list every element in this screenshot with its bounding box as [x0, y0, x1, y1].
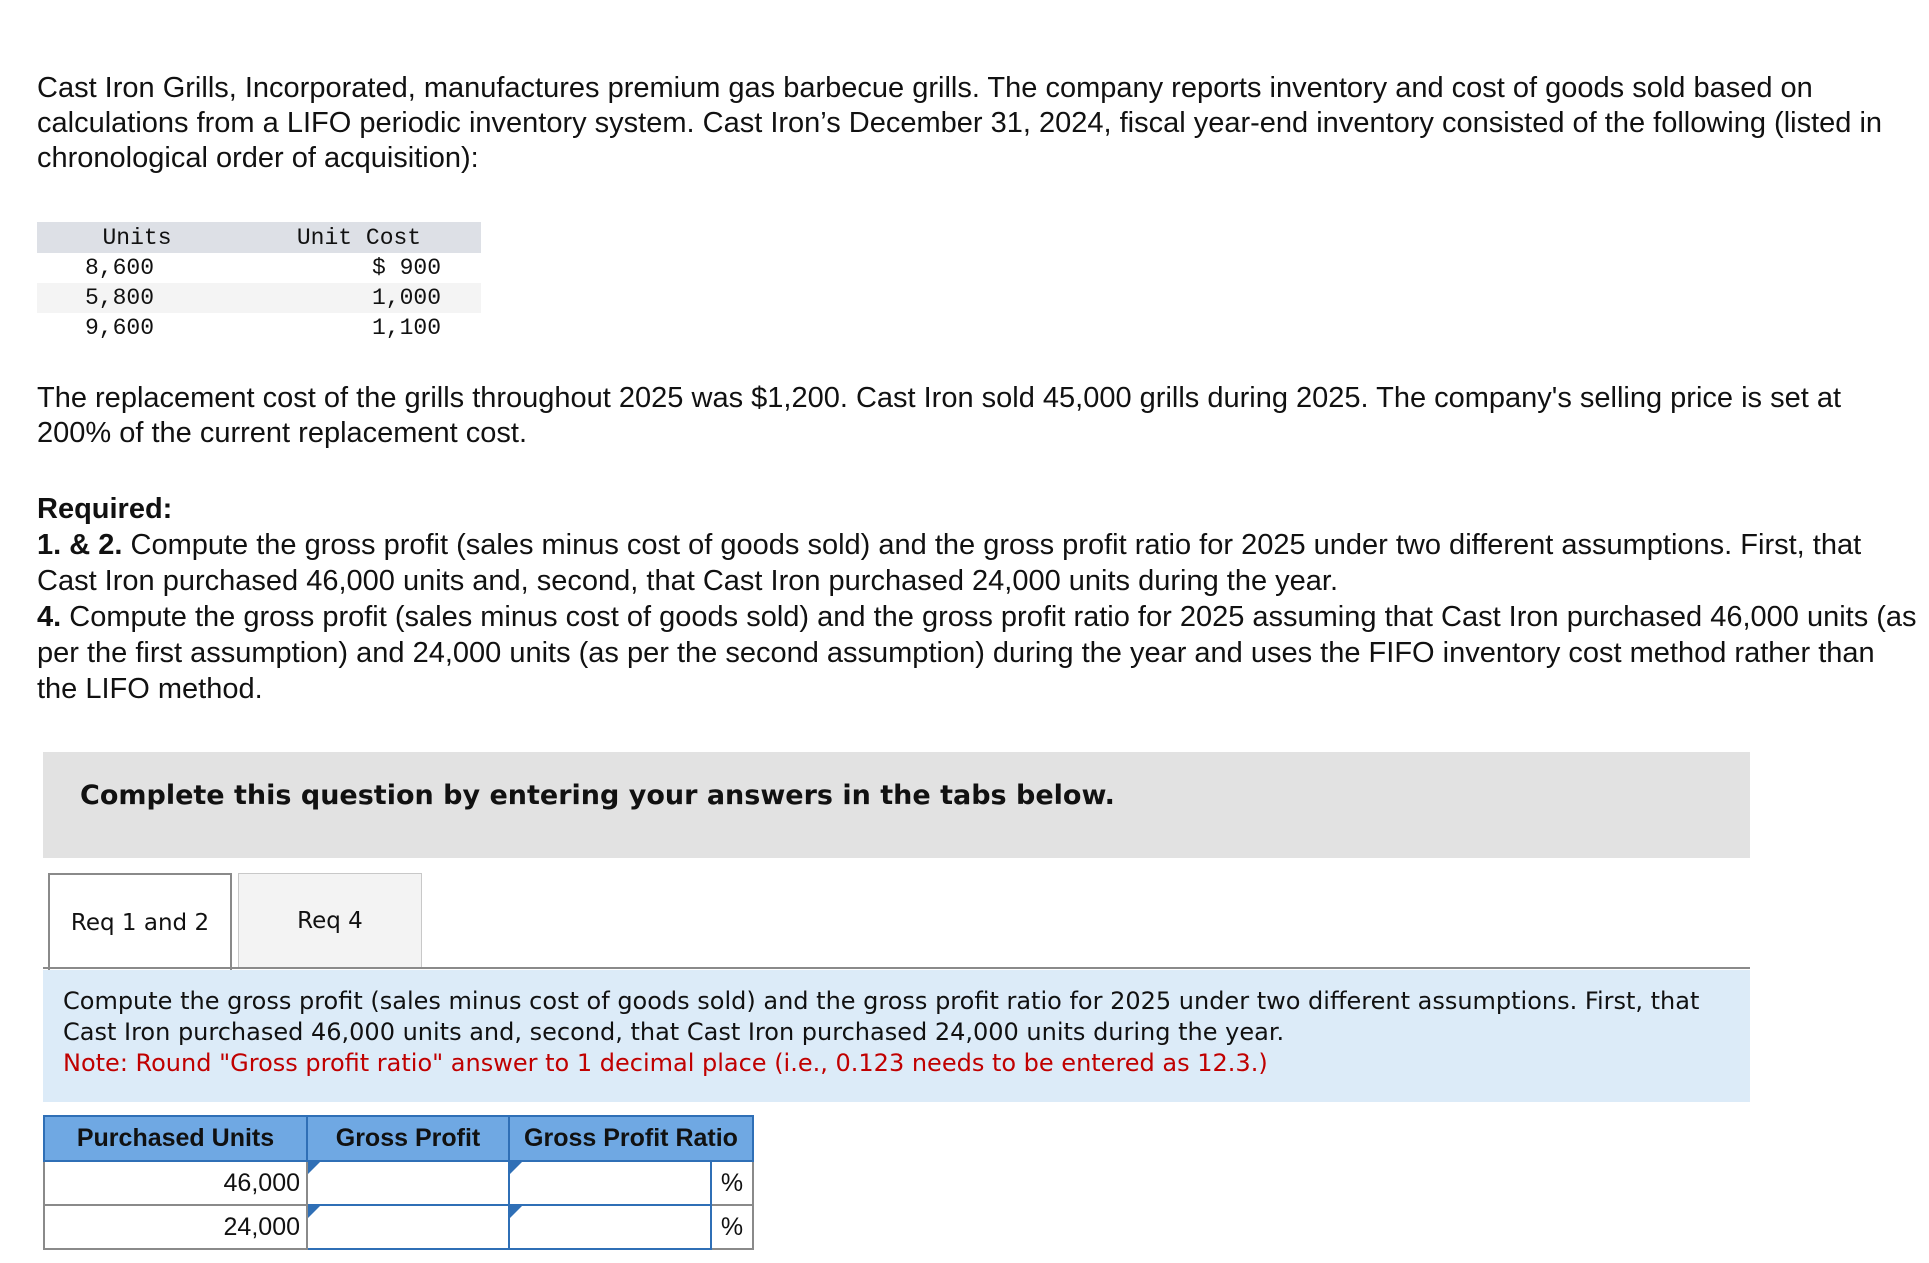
tab-req-1-and-2[interactable]: Req 1 and 2 — [48, 873, 232, 970]
input-flag-icon — [308, 1162, 320, 1174]
gross-profit-cell — [307, 1161, 509, 1205]
units-cell: 8,600 — [85, 255, 155, 281]
tab-req-4[interactable]: Req 4 — [238, 873, 422, 968]
gross-profit-header: Gross Profit — [307, 1116, 509, 1161]
gross-profit-ratio-input[interactable] — [510, 1206, 710, 1248]
gross-profit-ratio-header: Gross Profit Ratio — [509, 1116, 753, 1161]
rounding-note: Note: Round "Gross profit ratio" answer to 1 decimal place (i.e., 0.123 needs to be entered as 12.3.) — [63, 1049, 1268, 1077]
table-row — [37, 313, 481, 343]
required-item-4-text: Compute the gross profit (sales minus cost of goods sold) and the gross profit ratio for 2025 assuming that Cast Iron purchased 46,000 units (as per the first assumption) and 24,000 units (as per the second assumption) during the year and uses the FIFO inventory cost method rather than the LIFO method. — [37, 601, 1917, 705]
unit-cost-cell: 1,100 — [371, 315, 441, 341]
table-row — [37, 283, 481, 313]
required-item-1-number: 1. & 2. — [37, 529, 123, 561]
percent-sign: % — [711, 1161, 753, 1205]
table-row — [44, 1205, 753, 1249]
units-header: Units — [37, 222, 237, 253]
instructions-text: Compute the gross profit (sales minus cost of goods sold) and the gross profit ratio for 2025 under two different assumptions. First, that Cast Iron purchased 46,000 units and, second, that Cast Iron purchased 24,000 units during the year. — [63, 987, 1700, 1046]
answer-table — [43, 1115, 754, 1250]
unit-cost-cell: 1,000 — [237, 283, 481, 313]
table-row — [44, 1161, 753, 1205]
required-item-1-text: Compute the gross profit (sales minus cost of goods sold) and the gross profit ratio for 2025 under two different assumptions. First, that Cast Iron purchased 46,000 units and, second, that Cast Iron purchased 24,000 units during the year. — [37, 529, 1862, 597]
instruction-banner — [43, 752, 1750, 858]
percent-sign: % — [711, 1205, 753, 1249]
input-flag-icon — [510, 1162, 522, 1174]
tab-instructions — [43, 970, 1750, 1102]
gross-profit-ratio-input[interactable] — [510, 1162, 710, 1204]
inventory-table — [37, 222, 481, 343]
purchased-units-header: Purchased Units — [44, 1116, 307, 1161]
gross-profit-input[interactable] — [308, 1206, 508, 1248]
table-row — [37, 253, 481, 283]
tabs-divider — [43, 967, 1750, 969]
banner-text: Complete this question by entering your answers in the tabs below. — [80, 780, 1115, 811]
purchased-units-cell: 46,000 — [44, 1161, 307, 1205]
units-cell: 5,800 — [37, 283, 237, 313]
unit-cost-header: Unit Cost — [237, 222, 481, 253]
input-flag-icon — [308, 1206, 320, 1218]
gross-profit-input[interactable] — [308, 1162, 508, 1204]
units-cell: 9,600 — [85, 315, 155, 341]
gross-profit-cell — [307, 1205, 509, 1249]
gross-profit-ratio-cell — [509, 1205, 711, 1249]
required-item-4 — [37, 599, 1917, 707]
problem-intro: Cast Iron Grills, Incorporated, manufactures premium gas barbecue grills. The company reports inventory and cost of goods sold based on calculations from a LIFO periodic inventory system. Cast Iron’s December 31, 2024, fiscal year-end inventory consisted of the following (listed in chronological order of acquisition): — [37, 72, 1883, 174]
input-flag-icon — [510, 1206, 522, 1218]
required-item-1 — [37, 527, 1917, 599]
purchased-units-cell: 24,000 — [44, 1205, 307, 1249]
replacement-cost-paragraph: The replacement cost of the grills throughout 2025 was $1,200. Cast Iron sold 45,000 grills during 2025. The company's selling price is set at 200% of the current replacement cost. — [37, 382, 1842, 449]
required-item-4-number: 4. — [37, 601, 62, 633]
unit-cost-cell: $ 900 — [371, 255, 441, 281]
required-section — [37, 491, 1917, 707]
gross-profit-ratio-cell — [509, 1161, 711, 1205]
required-title: Required: — [37, 493, 173, 525]
